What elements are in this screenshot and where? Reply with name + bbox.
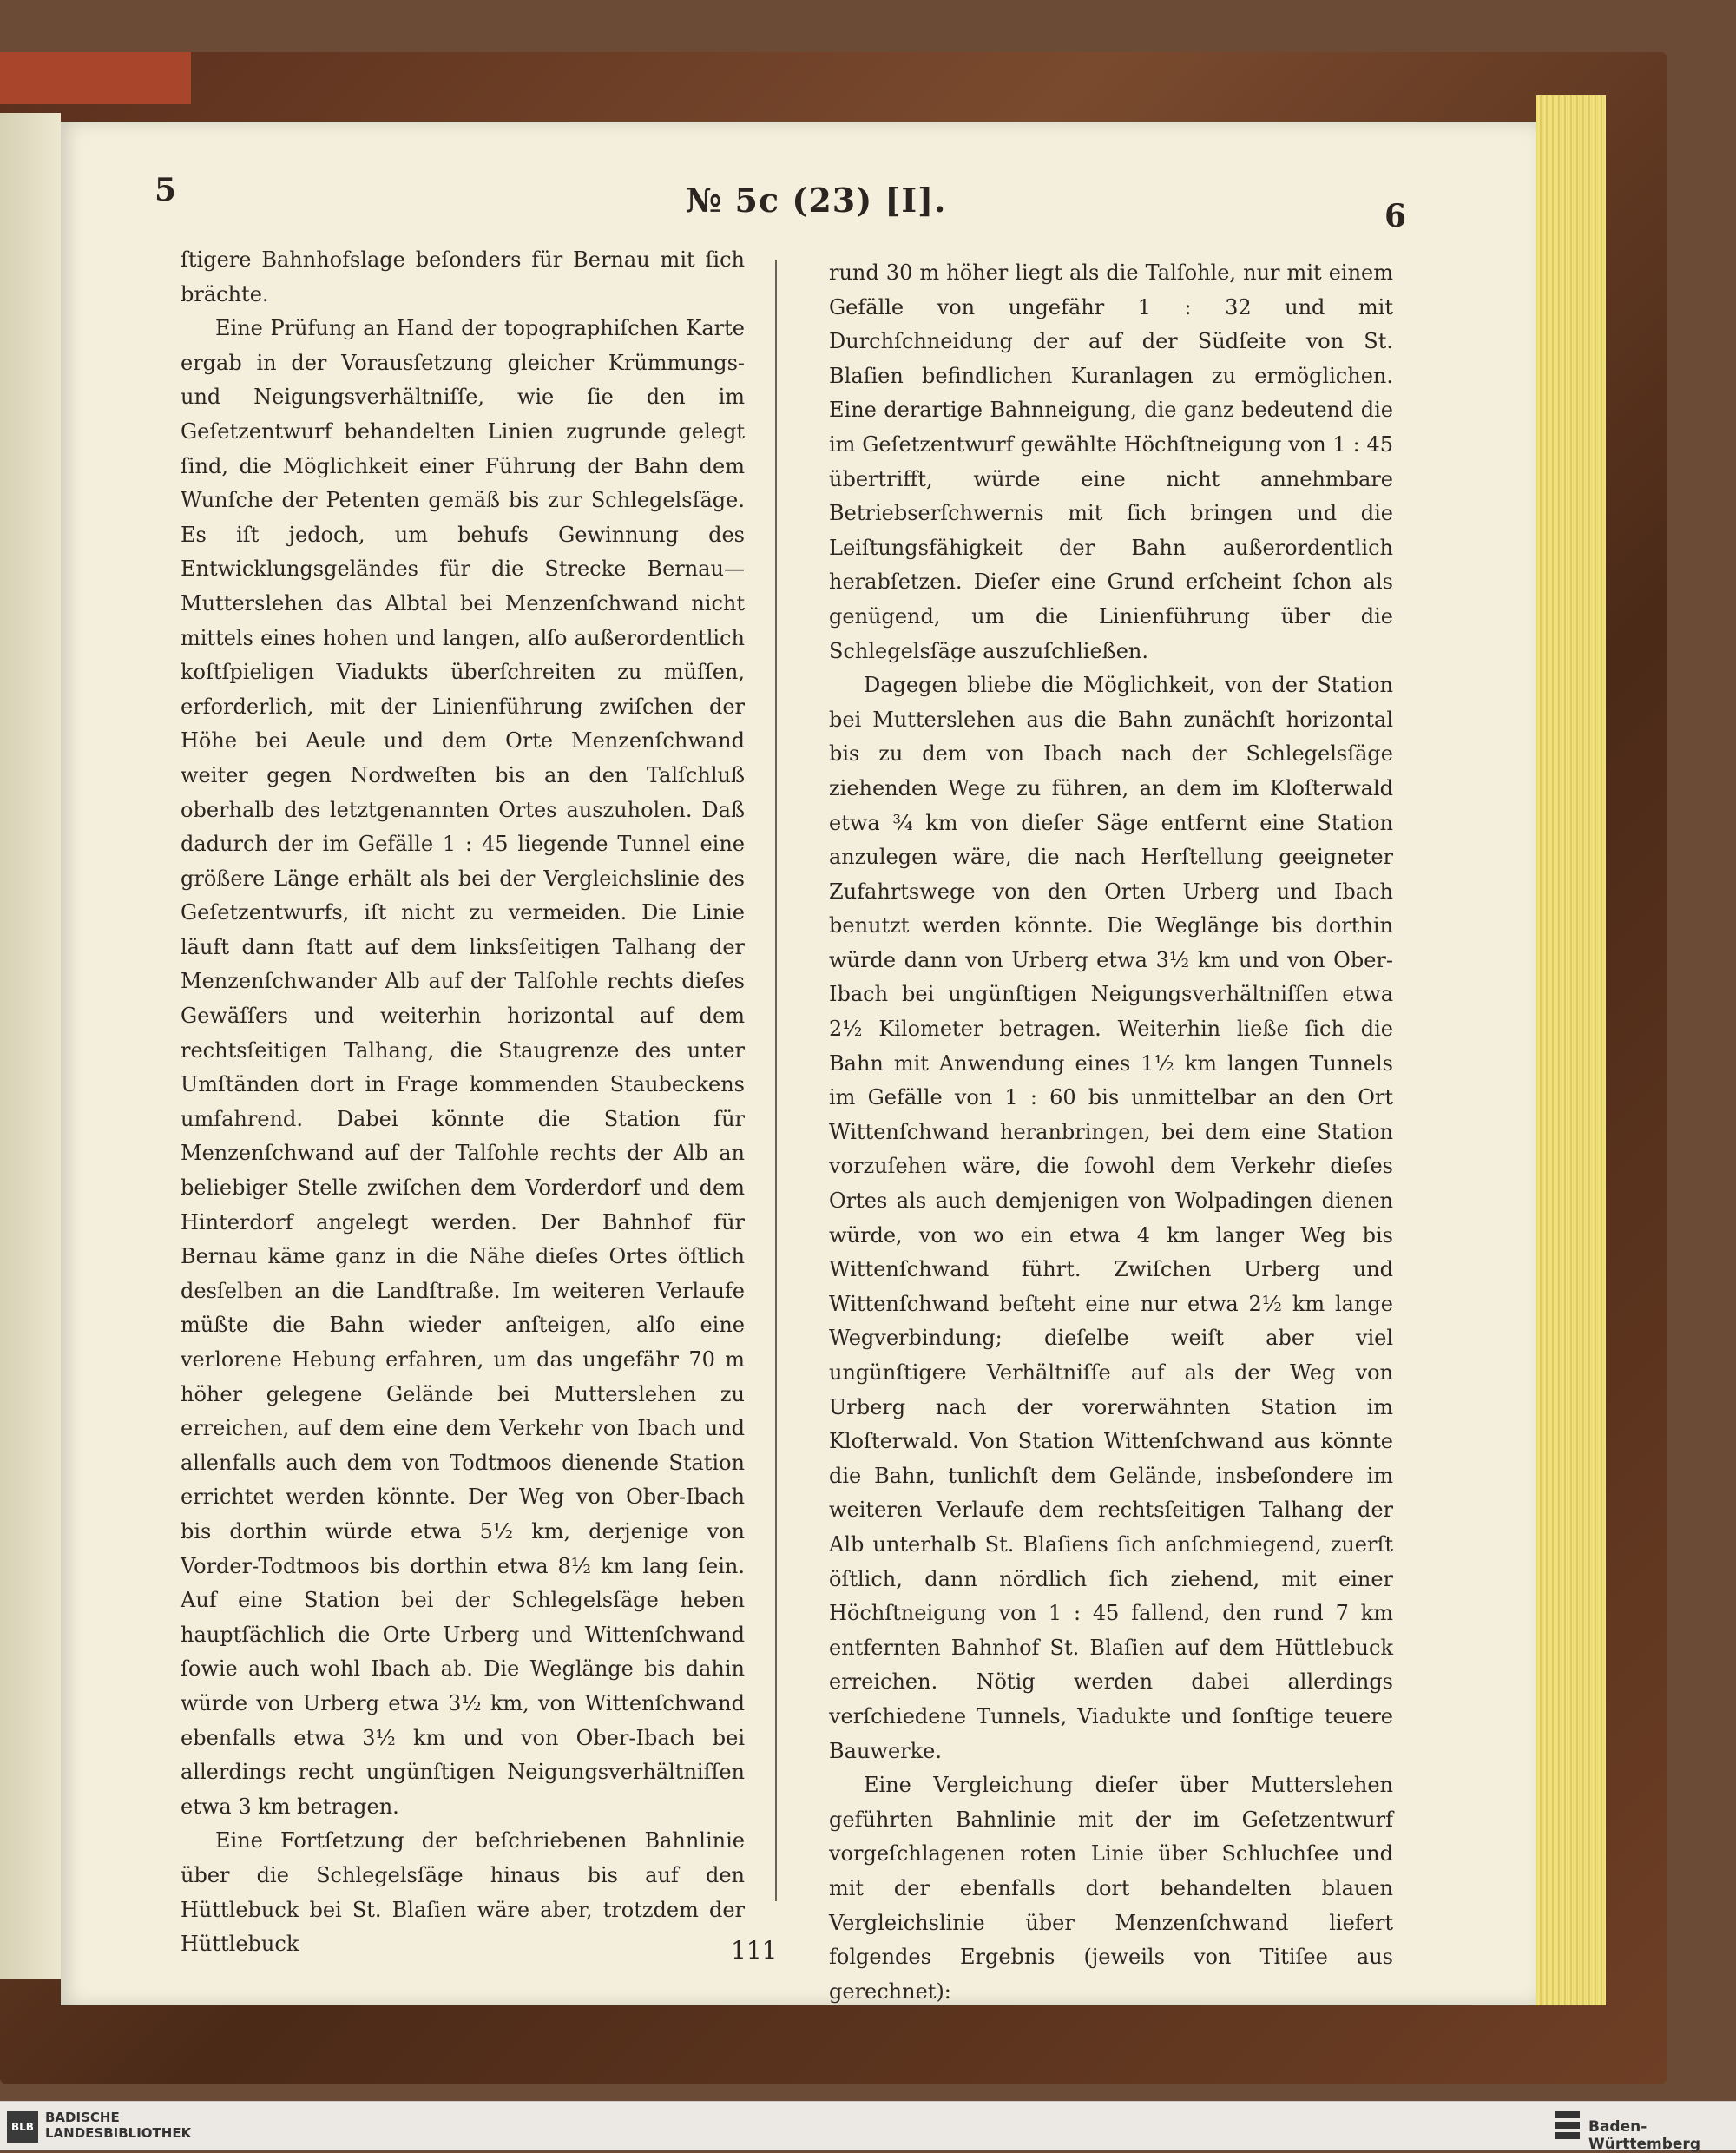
page-edges xyxy=(1536,95,1606,2005)
library-name xyxy=(45,2110,191,2141)
paragraph: Eine Prüfung an Hand der topographiſchen Karte ergab in der Vorausſetzung gleicher Krümmungs- und Neigungsverhältniſſe, wie ſie den im Geſetzentwurf behandelten Linien zugrunde gelegt ſind, die Möglichkeit einer Führung der Bahn dem Wunſche der Petenten gemäß bis zur Schlegelsſäge. Es iſt jedoch, um behufs Gewinnung des Entwicklungsgeländes für die Strecke Bernau—Mutterslehen das Albtal bei Menzenſchwand nicht mittels eines hohen und langen, alſo außerordentlich koſtſpieligen Viadukts überſchreiten zu müſſen, erforderlich, mit der Linienführung zwiſchen der Höhe bei Aeule und dem Orte Menzenſchwand weiter gegen Nordweſten bis an den Talſchluß oberhalb des letztgenannten Ortes auszuholen. Daß dadurch der im Gefälle 1 : 45 liegende Tunnel eine größere Länge erhält als bei der Vergleichslinie des Geſetzentwurfs, iſt nicht zu vermeiden. Die Linie läuft dann ſtatt auf dem linksſeitigen Talhang der Menzenſchwander Alb auf der Talſohle rechts dieſes Gewäſſers und weiterhin horizontal auf dem rechtsſeitigen Talhang, die Staugrenze des unter Umſtänden dort in Frage kommenden Staubeckens umfahrend. Dabei könnte die Station für Menzenſchwand auf der Talſohle rechts der Alb an beliebiger Stelle zwiſchen dem Vorderdorf und dem Hinterdorf angelegt werden. Der Bahnhof für Bernau käme ganz in die Nähe dieſes Ortes öſtlich desſelben an die Landſtraße. Im weiteren Verlaufe müßte die Bahn wieder anſteigen, alſo eine verlorene Hebung erfahren, um das ungefähr 70 m höher gelegene Gelände bei Mutterslehen zu erreichen, auf dem eine dem Verkehr von Ibach und allenfalls auch dem von Todtmoos dienende Station errichtet werden könnte. Der Weg von Ober-Ibach bis dorthin würde etwa 5½ km, derjenige von Vorder-Todtmoos bis dorthin etwa 8½ km lang ſein. Auf eine Station bei der Schlegelsſäge heben hauptſächlich die Orte Urberg und Wittenſchwand ſowie auch wohl Ibach ab. Die Weglänge bis dahin würde von Urberg etwa 3½ km, von Wittenſchwand ebenfalls etwa 3½ km und von Ober-Ibach bei allerdings recht ungünſtigen Neigungsverhältniſſen etwa 3 km betragen. xyxy=(181,316,745,1819)
library-name-line2: LANDESBIBLIOTHEK xyxy=(45,2125,192,2141)
baden-wuerttemberg-logo-icon[interactable] xyxy=(1554,2108,1581,2143)
column-divider xyxy=(775,260,777,1901)
library-name-line1: BADISCHE xyxy=(45,2110,120,2125)
footer-bar xyxy=(0,2101,1736,2150)
left-page-edge xyxy=(0,113,61,1979)
page-header: № 5c (23) [I]. xyxy=(686,181,947,220)
right-column xyxy=(829,256,1393,2009)
folio-left: 5 xyxy=(155,172,177,208)
paragraph: Eine Fortſetzung der beſchriebenen Bahnlinie über die Schlegelsſäge hinaus bis auf den Hüttlebuck bei St. Blaſien wäre aber, trotzdem der Hüttlebuck xyxy=(181,1828,745,1957)
state-name: Baden-Württemberg xyxy=(1588,2118,1700,2153)
paragraph: ſtigere Bahnhofslage beſonders für Bernau mit ſich brächte. xyxy=(181,247,745,306)
book-spine xyxy=(0,52,191,104)
folio-right: 6 xyxy=(1384,198,1407,234)
paragraph: Dagegen bliebe die Möglichkeit, von der Station bei Mutterslehen aus die Bahn zunächſt horizontal bis zu dem von Ibach nach der Schlegelsſäge ziehenden Wege zu führen, an dem im Kloſterwald etwa ¾ km von dieſer Säge entfernt eine Station anzulegen wäre, die nach Herſtellung geeigneter Zufahrtswege von den Orten Urberg und Ibach benutzt werden könnte. Die Weglänge bis dorthin würde dann von Urberg etwa 3½ km und von Ober-Ibach bei ungünſtigen Neigungsverhältniſſen etwa 2½ Kilometer betragen. Weiterhin ließe ſich die Bahn mit Anwendung eines 1½ km langen Tunnels im Gefälle von 1 : 60 bis unmittelbar an den Ort Wittenſchwand heranbringen, bei dem eine Station vorzuſehen wäre, die ſowohl dem Verkehr dieſes Ortes als auch demjenigen von Wolpadingen dienen würde, von wo ein etwa 4 km langer Weg bis Wittenſchwand führt. Zwiſchen Urberg und Wittenſchwand beſteht eine nur etwa 2½ km lange Wegverbindung; dieſelbe weiſt aber viel ungünſtigere Verhältniſſe auf als der Weg von Urberg nach der vorerwähnten Station im Kloſterwald. Von Station Wittenſchwand aus könnte die Bahn, tunlichſt dem Gelände, insbeſondere im weiteren Verlaufe dem rechtsſeitigen Talhang der Alb unterhalb St. Blaſiens ſich anſchmiegend, zuerſt öſtlich, dann nördlich ſich ziehend, mit einer Höchſtneigung von 1 : 45 fallend, den rund 7 km entfernten Bahnhof St. Blaſien auf dem Hüttlebuck erreichen. Nötig werden dabei allerdings verſchiedene Tunnels, Viadukte und ſonſtige teuere Bauwerke. xyxy=(829,673,1393,1763)
page-number: 111 xyxy=(731,1936,778,1965)
left-column xyxy=(181,243,745,1962)
blb-logo[interactable]: BLB xyxy=(7,2111,38,2143)
paragraph: rund 30 m höher liegt als die Talſohle, nur mit einem Gefälle von ungefähr 1 : 32 und mit Durchſchneidung der auf der Südſeite von St. Blaſien befindlichen Kuranlagen zu ermöglichen. Eine derartige Bahnneigung, die ganz bedeutend die im Geſetzentwurf gewählte Höchſtneigung von 1 : 45 übertrifft, würde eine nicht annehmbare Betriebserſchwernis mit ſich bringen und die Leiſtungsfähigkeit der Bahn außerordentlich herabſetzen. Dieſer eine Grund erſcheint ſchon als genügend, um die Linienführung über die Schlegelsſäge auszuſchließen. xyxy=(829,260,1393,663)
paragraph: Eine Vergleichung dieſer über Mutterslehen geführten Bahnlinie mit der im Geſetzentwurf vorgeſchlagenen roten Linie über Schluchſee und mit der ebenfalls dort behandelten blauen Vergleichslinie über Menzenſchwand liefert folgendes Ergebnis (jeweils von Titiſee aus gerechnet): xyxy=(829,1773,1393,2004)
